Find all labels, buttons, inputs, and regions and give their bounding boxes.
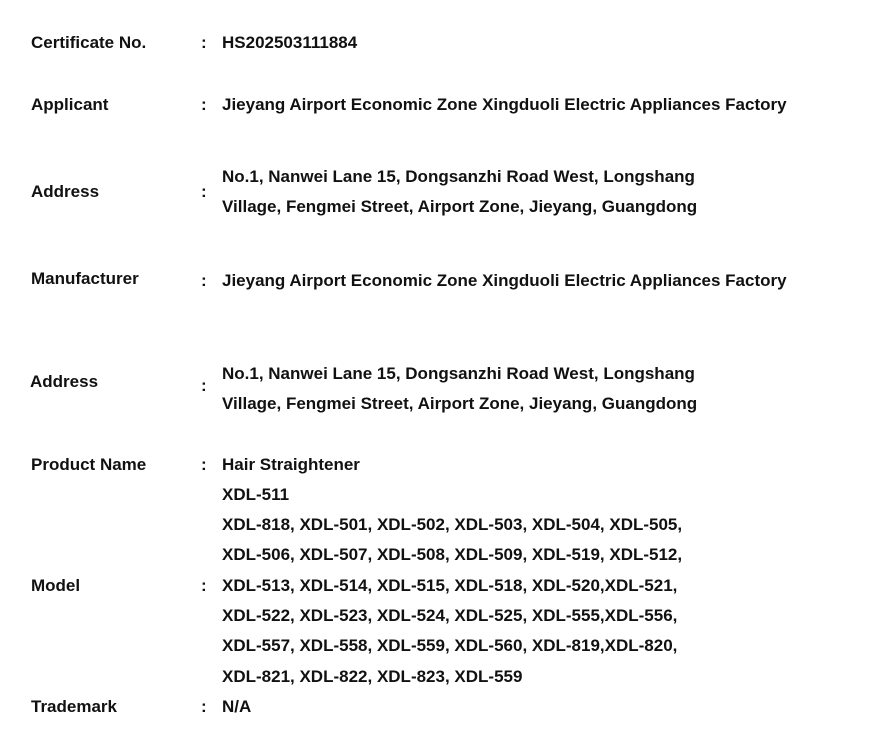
model-line: XDL-511 — [222, 485, 290, 504]
manufacturer-address-line: No.1, Nanwei Lane 15, Dongsanzhi Road West, Longshang — [222, 364, 695, 383]
product-name-colon: : — [201, 455, 207, 474]
applicant-address-line: Village, Fengmei Street, Airport Zone, Jieyang, Guangdong — [222, 197, 698, 216]
model-line: XDL-522, XDL-523, XDL-524, XDL-525, XDL-555,XDL-556, — [222, 606, 678, 625]
model-line: XDL-818, XDL-501, XDL-502, XDL-503, XDL-504, XDL-505, — [222, 515, 683, 534]
manufacturer-address-label: Address — [30, 372, 99, 391]
manufacturer-address-colon: : — [201, 376, 207, 395]
manufacturer-label: Manufacturer — [31, 269, 139, 288]
product-name-value: Hair Straightener — [222, 455, 360, 474]
model-label: Model — [31, 576, 81, 595]
applicant-address-colon: : — [201, 182, 207, 201]
model-colon: : — [201, 576, 207, 595]
applicant-label: Applicant — [31, 95, 109, 114]
model-line: XDL-513, XDL-514, XDL-515, XDL-518, XDL-520,XDL-521, — [222, 576, 678, 595]
certificate-no-colon: : — [201, 33, 207, 52]
applicant-address-line: No.1, Nanwei Lane 15, Dongsanzhi Road West, Longshang — [222, 167, 695, 186]
trademark-value: N/A — [222, 697, 252, 716]
applicant-address-label: Address — [31, 182, 100, 201]
applicant-value: Jieyang Airport Economic Zone Xingduoli Electric Appliances Factory — [222, 95, 787, 114]
model-line: XDL-506, XDL-507, XDL-508, XDL-509, XDL-519, XDL-512, — [222, 545, 683, 564]
model-line: XDL-821, XDL-822, XDL-823, XDL-559 — [222, 667, 523, 686]
manufacturer-colon: : — [201, 271, 207, 290]
certificate-no-label: Certificate No. — [31, 33, 147, 52]
certificate-no-value: HS202503111884 — [222, 33, 358, 52]
applicant-colon: : — [201, 95, 207, 114]
trademark-label: Trademark — [31, 697, 117, 716]
product-name-label: Product Name — [31, 455, 147, 474]
trademark-colon: : — [201, 697, 207, 716]
manufacturer-address-line: Village, Fengmei Street, Airport Zone, Jieyang, Guangdong — [222, 394, 698, 413]
manufacturer-value: Jieyang Airport Economic Zone Xingduoli Electric Appliances Factory — [222, 271, 787, 290]
model-line: XDL-557, XDL-558, XDL-559, XDL-560, XDL-819,XDL-820, — [222, 636, 678, 655]
